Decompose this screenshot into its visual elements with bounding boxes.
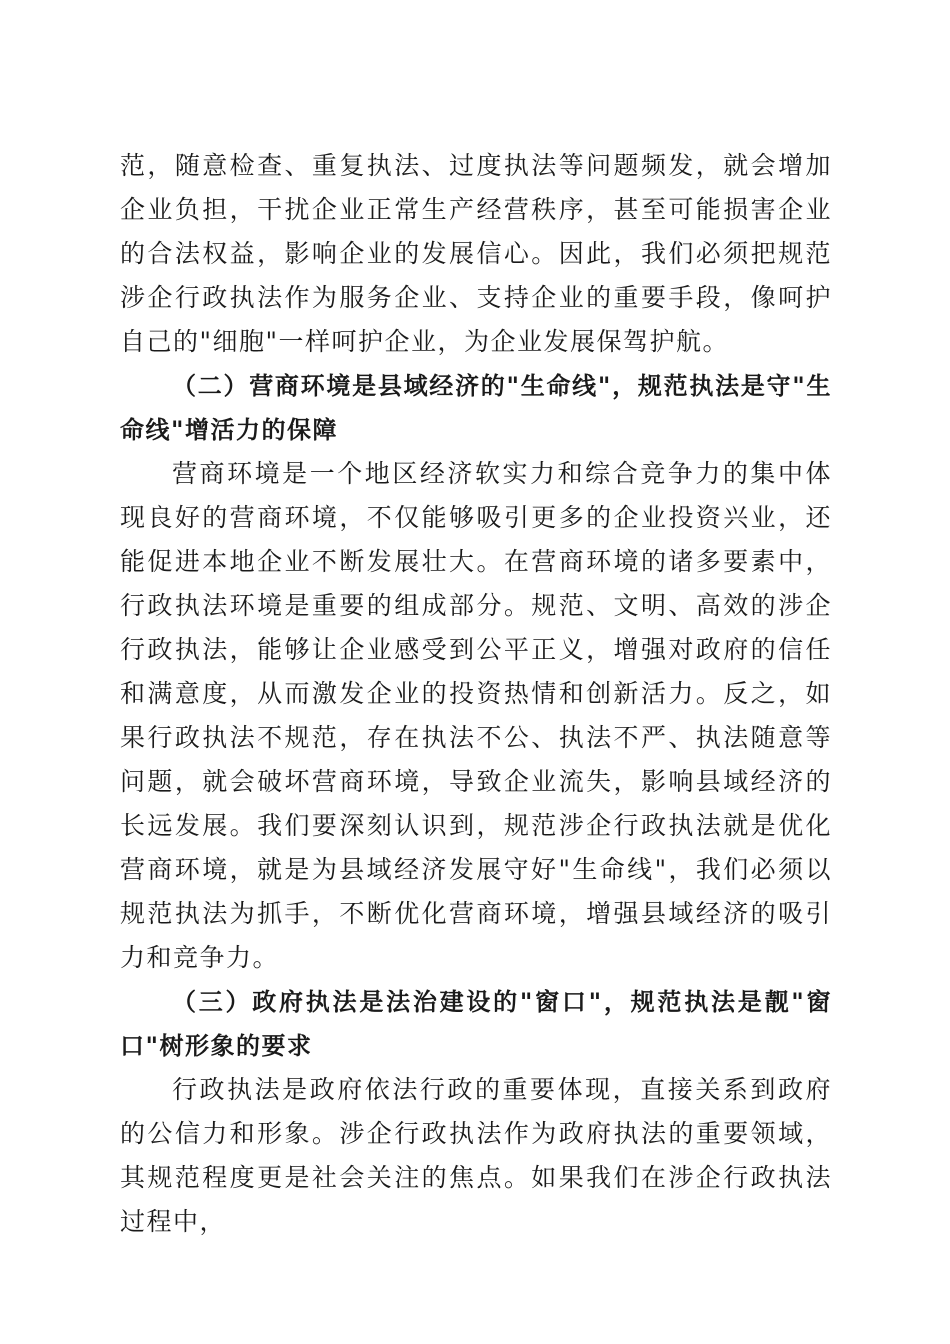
paragraph-business-environment: 营商环境是一个地区经济软实力和综合竞争力的集中体现良好的营商环境，不仅能够吸引更多的企业投资兴业，还能促进本地企业不断发展壮大。在营商环境的诸多要素中，行政执法环境是重要的组成部分。规范、文明、高效的涉企行政执法，能够让企业感受到公平正义，增强对政府的信任和满意度，从而激发企业的投资热情和创新活力。反之，如果行政执法不规范，存在执法不公、执法不严、执法随意等问题，就会破坏营商环境，导致企业流失，影响县域经济的长远发展。我们要深刻认识到，规范涉企行政执法就是优化营商环境，就是为县域经济发展守好"生命线"，我们必须以规范执法为抓手，不断优化营商环境，增强县域经济的吸引力和竞争力。 xyxy=(120,459,832,972)
document-body xyxy=(120,144,832,1244)
paragraph-continued: 范，随意检查、重复执法、过度执法等问题频发，就会增加企业负担，干扰企业正常生产经营秩序，甚至可能损害企业的合法权益，影响企业的发展信心。因此，我们必须把规范涉企行政执法作为服务企业、支持企业的重要手段，像呵护自己的"细胞"一样呵护企业，为企业发展保驾护航。 xyxy=(120,151,832,356)
section-heading-3: （三）政府执法是法治建设的"窗口"，规范执法是靓"窗口"树形象的要求 xyxy=(120,988,832,1060)
section-heading-2: （二）营商环境是县域经济的"生命线"，规范执法是守"生命线"增活力的保障 xyxy=(120,372,832,444)
paragraph-government-enforcement: 行政执法是政府依法行政的重要体现，直接关系到政府的公信力和形象。涉企行政执法作为政府执法的重要领域，其规范程度更是社会关注的焦点。如果我们在涉企行政执法过程中， xyxy=(120,1075,832,1236)
